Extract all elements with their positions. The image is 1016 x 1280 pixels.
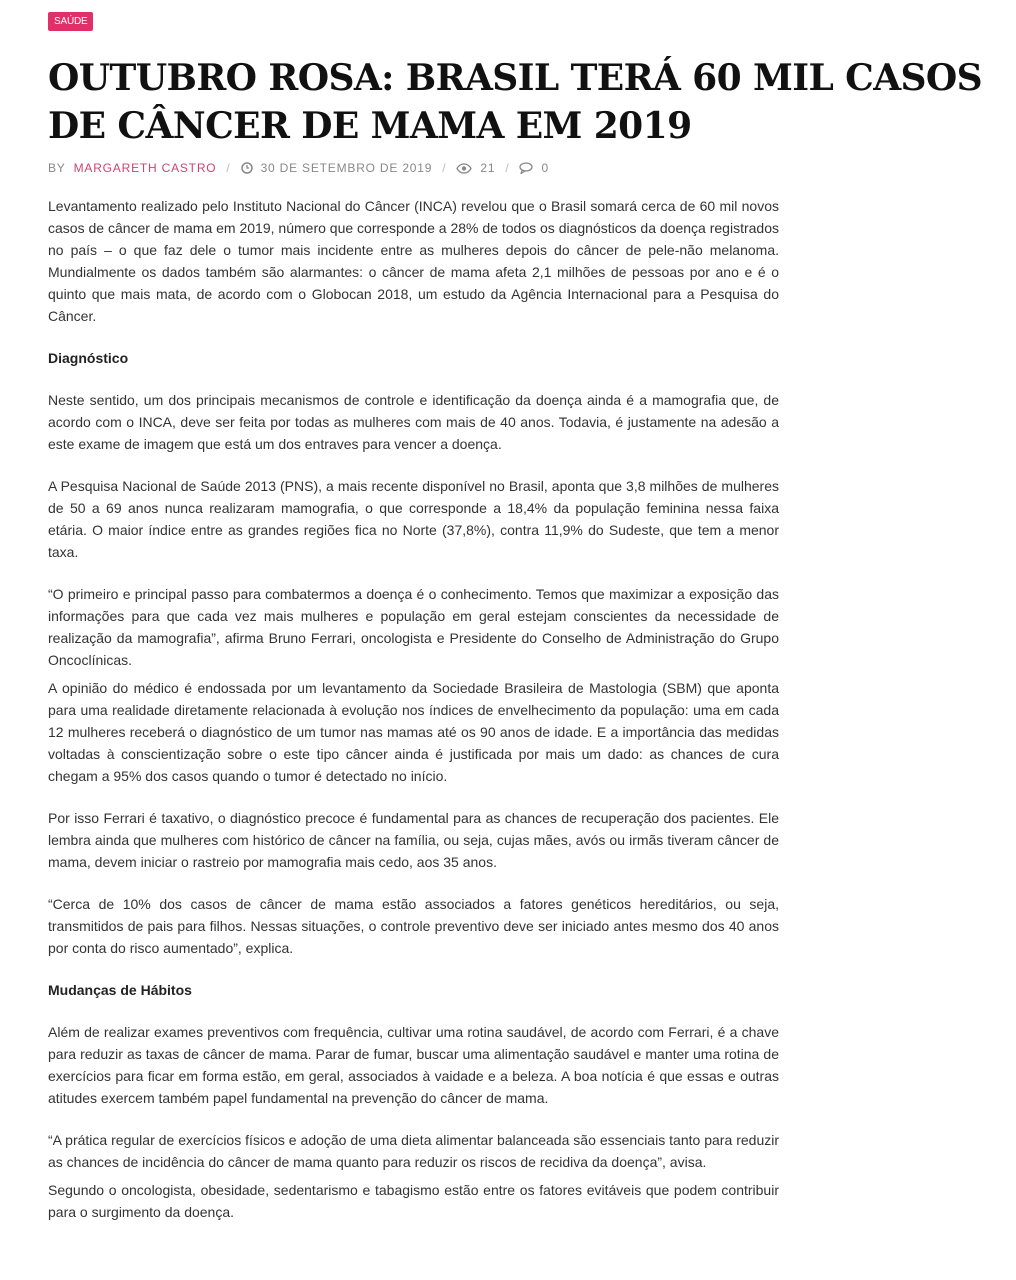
paragraph: Por isso Ferrari é taxativo, o diagnóstico precoce é fundamental para as chances de recuperação dos pacientes. Ele lembra ainda que mulheres com histórico de câncer na família, ou seja, cujas mães, avós ou irmãs tiveram câncer de mama, devem iniciar o rastreio por mamografia mais cedo, aos 35 anos. — [48, 810, 779, 870]
comment-icon — [519, 162, 533, 174]
meta-separator: / — [442, 161, 447, 175]
article-title: OUTUBRO ROSA: BRASIL TERÁ 60 MIL CASOS DE CÂNCER DE MAMA EM 2019 — [48, 57, 983, 147]
paragraph: Segundo o oncologista, obesidade, sedentarismo e tabagismo estão entre os fatores evitáveis que podem contribuir para o surgimento da doença. — [48, 1182, 779, 1220]
meta-separator: / — [505, 161, 510, 175]
view-count: 21 — [480, 161, 496, 175]
quote-paragraph: “A prática regular de exercícios físicos e adoção de uma dieta alimentar balanceada são essenciais tanto para reduzir as chances de incidência do câncer de mama quanto para reduzir os riscos de recidiva da doença”, avisa. — [48, 1132, 779, 1170]
quote-paragraph: “Cerca de 10% dos casos de câncer de mama estão associados a fatores genéticos hereditários, ou seja, transmitidos de pais para filhos. Nessas situações, o controle preventivo deve ser iniciado antes mesmo dos 40 anos por conta do risco aumentado”, explica. — [48, 896, 779, 956]
section-heading-diagnostico: Diagnóstico — [48, 350, 129, 366]
meta-separator: / — [226, 161, 231, 175]
paragraph: A Pesquisa Nacional de Saúde 2013 (PNS), a mais recente disponível no Brasil, aponta que 3,8 milhões de mulheres de 50 a 69 anos nunca realizaram mamografia, o que corresponde a 18,4% da população feminina nessa faixa etária. O maior índice entre as grandes regiões fica no Norte (37,8%), contra 11,9% do Sudeste, que tem a menor taxa. — [48, 478, 779, 560]
comment-count[interactable]: 0 — [541, 161, 549, 175]
paragraph: Neste sentido, um dos principais mecanismos de controle e identificação da doença ainda é a mamografia que, de acordo com o INCA, deve ser feita por todas as mulheres com mais de 40 anos. Todavia, é justamente na adesão a este exame de imagem que está um dos entraves para vencer a doença. — [48, 392, 779, 452]
clock-icon — [241, 162, 253, 174]
article-body — [48, 195, 779, 1243]
paragraph: A opinião do médico é endossada por um levantamento da Sociedade Brasileira de Mastologia (SBM) que aponta para uma realidade diretamente relacionada à evolução nos índices de envelhecimento da população: uma em cada 12 mulheres receberá o diagnóstico de um tumor nas mamas até os 90 anos de idade. E a importância das medidas voltadas à conscientização sobre o este tipo câncer ainda é justificada por mais um dado: as chances de cura chegam a 95% dos casos quando o tumor é detectado no início. — [48, 680, 779, 784]
paragraph: Levantamento realizado pelo Instituto Nacional do Câncer (INCA) revelou que o Brasil somará cerca de 60 mil novos casos de câncer de mama em 2019, número que corresponde a 28% de todos os diagnósticos da doença registrados no país – o que faz dele o tumor mais incidente entre as mulheres depois do câncer de pele-não melanoma. Mundialmente os dados também são alarmantes: o câncer de mama afeta 2,1 milhões de pessoas por ano e é o quinto que mais mata, de acordo com o Globocan 2018, um estudo da Agência Internacional para a Pesquisa do Câncer. — [48, 198, 779, 324]
article-meta — [48, 161, 549, 175]
quote-paragraph: “O primeiro e principal passo para combatermos a doença é o conhecimento. Temos que maximizar a exposição das informações para que cada vez mais mulheres e população em geral estejam conscientes da necessidade de realização da mamografia”, afirma Bruno Ferrari, oncologista e Presidente do Conselho de Administração do Grupo Oncoclínicas. — [48, 586, 779, 668]
author-link[interactable]: MARGARETH CASTRO — [73, 161, 217, 175]
by-label: BY — [48, 161, 66, 175]
publish-date: 30 DE SETEMBRO DE 2019 — [260, 161, 433, 175]
category-badge[interactable]: SAÚDE — [48, 12, 93, 31]
eye-icon — [456, 163, 472, 174]
section-heading-mudancas: Mudanças de Hábitos — [48, 982, 192, 998]
paragraph: Além de realizar exames preventivos com frequência, cultivar uma rotina saudável, de acordo com Ferrari, é a chave para reduzir as taxas de câncer de mama. Parar de fumar, buscar uma alimentação saudável e manter uma rotina de exercícios para ficar em forma estão, em geral, associados à vaidade e a beleza. A boa notícia é que essas e outras atitudes exercem também papel fundamental na prevenção do câncer de mama. — [48, 1024, 779, 1106]
